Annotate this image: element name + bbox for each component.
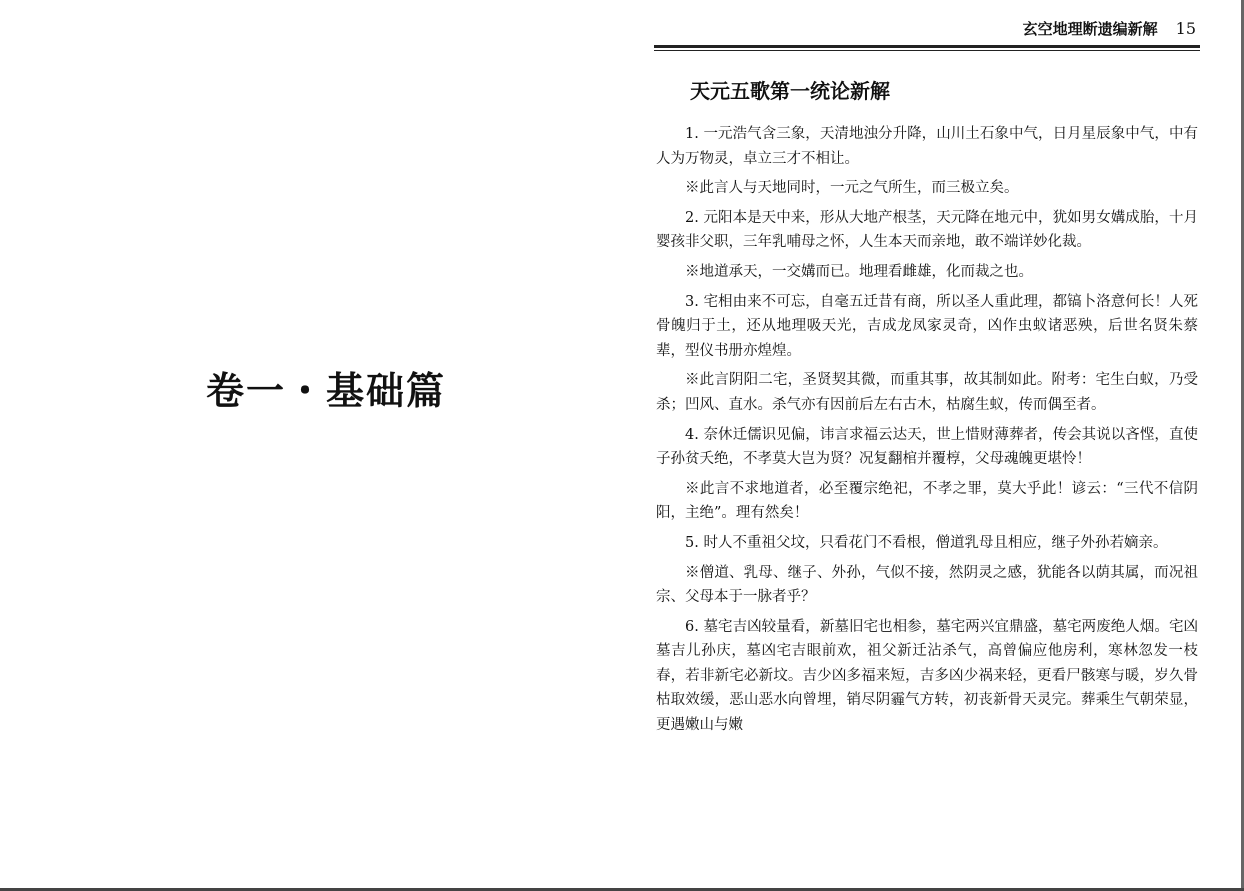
paragraph: 4. 奈休迁儒识见偏，讳言求福云达天，世上惜财薄葬者，传会其说以吝悭，直使子孙贫夭绝，不孝莫大岂为贤？况复翻棺并覆椁，父母魂魄更堪怜！ [656,426,1198,468]
annotation-paragraph: ※此言阴阳二宅，圣贤契其微，而重其事，故其制如此。附考：宅生白蚁，乃受杀；凹风、直水。杀气亦有因前后左右古木，枯腐生蚁，传而偶至者。 [656,372,1198,413]
paragraph: 6. 墓宅吉凶较量看，新墓旧宅也相参，墓宅两兴宜鼎盛，墓宅两废绝人烟。宅凶墓吉儿孙庆，墓凶宅吉眼前欢，祖父新迁沾杀气，高曾偏应他房利，寒林忽发一枝春，若非新宅必新坟。吉少凶多福来短，吉多凶少祸来轻，更看尸骸寒与暖，岁久骨枯取效缓，恶山恶水向曾埋，销尽阴霾气方转，初丧新骨天灵完。葬乘生气朝荣显，更遇嫩山与嫩 [656,618,1198,734]
annotation-paragraph: ※地道承天，一交媾而已。地理看雌雄，化而裁之也。 [685,263,1033,280]
paragraph: 3. 宅相由来不可忘，自毫五迁昔有商，所以圣人重此理，都镐卜洛意何长！人死骨魄归于土，还从地理吸天光，吉成龙凤家灵奇，凶作虫蚁诸恶殃，后世名贤朱蔡辈，型仪书册亦煌煌。 [656,293,1198,359]
body-text [656,122,1198,743]
header-rule-thin [654,50,1200,51]
page-number: 15 [1175,19,1196,38]
annotation-paragraph: ※僧道、乳母、继子、外孙，气似不接，然阴灵之感，犹能各以荫其属，而况祖宗、父母本于一脉者乎？ [656,564,1198,606]
paragraph: 1. 一元浩气含三象，天清地浊分升降，山川土石象中气，日月星辰象中气，中有人为万物灵，卓立三才不相让。 [656,126,1198,167]
paragraph: 2. 元阳本是天中来，形从大地产根茎，天元降在地元中，犹如男女媾成胎，十月婴孩非父职，三年乳哺母之怀，人生本天而亲地，敢不端详妙化裁。 [656,209,1198,251]
part-title: 卷一・基础篇 [206,369,447,413]
chapter-heading: 天元五歌第一统论新解 [690,79,890,103]
annotation-paragraph: ※此言不求地道者，必至覆宗绝祀，不孝之罪，莫大乎此！谚云：“三代不信阴阳，主绝”。理有然矣！ [656,480,1198,522]
annotation-paragraph: ※此言人与天地同时，一元之气所生，而三极立矣。 [685,180,1019,197]
right-page [640,0,1244,891]
running-head [1023,18,1196,39]
paragraph: 5. 时人不重祖父坟，只看花门不看根，僧道乳母且相应，继子外孙若嫡亲。 [685,534,1168,551]
book-title: 玄空地理断遗编新解 [1022,20,1158,38]
header-rule-thick [654,45,1200,48]
